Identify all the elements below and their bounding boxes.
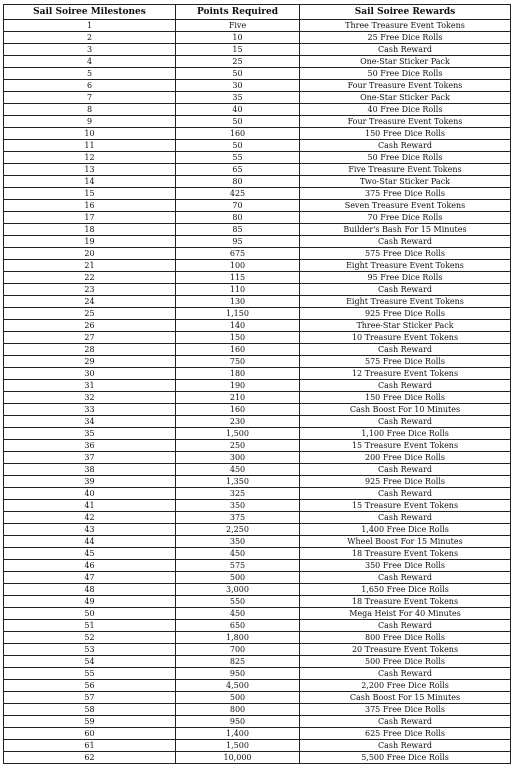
milestone-cell: 48 [4, 584, 176, 596]
reward-cell: 1,100 Free Dice Rolls [300, 428, 511, 440]
reward-cell: Five Treasure Event Tokens [300, 164, 511, 176]
reward-cell: 15 Treasure Event Tokens [300, 500, 511, 512]
milestone-cell: 10 [4, 128, 176, 140]
reward-cell: 925 Free Dice Rolls [300, 308, 511, 320]
table-row [4, 140, 511, 152]
milestone-cell: 46 [4, 560, 176, 572]
table-row [4, 548, 511, 560]
points-cell: 550 [176, 596, 300, 608]
table-row [4, 44, 511, 56]
points-cell: 3,000 [176, 584, 300, 596]
points-cell: 80 [176, 212, 300, 224]
points-cell: 110 [176, 284, 300, 296]
milestone-cell: 40 [4, 488, 176, 500]
milestone-cell: 16 [4, 200, 176, 212]
points-cell: 190 [176, 380, 300, 392]
milestone-cell: 49 [4, 596, 176, 608]
reward-cell: Four Treasure Event Tokens [300, 116, 511, 128]
table-row [4, 512, 511, 524]
milestone-cell: 9 [4, 116, 176, 128]
milestone-cell: 61 [4, 740, 176, 752]
milestone-cell: 34 [4, 416, 176, 428]
milestone-cell: 41 [4, 500, 176, 512]
reward-cell: 800 Free Dice Rolls [300, 632, 511, 644]
table-row [4, 320, 511, 332]
milestone-cell: 37 [4, 452, 176, 464]
table-row [4, 584, 511, 596]
milestone-cell: 30 [4, 368, 176, 380]
reward-cell: Mega Heist For 40 Minutes [300, 608, 511, 620]
table-row [4, 248, 511, 260]
points-cell: 1,350 [176, 476, 300, 488]
milestone-cell: 1 [4, 20, 176, 32]
milestone-cell: 42 [4, 512, 176, 524]
reward-cell: Cash Reward [300, 44, 511, 56]
points-cell: 25 [176, 56, 300, 68]
header-milestones: Sail Soiree Milestones [4, 5, 176, 20]
table-row [4, 224, 511, 236]
milestone-cell: 28 [4, 344, 176, 356]
table-row [4, 164, 511, 176]
milestone-cell: 21 [4, 260, 176, 272]
points-cell: 500 [176, 572, 300, 584]
milestone-cell: 33 [4, 404, 176, 416]
table-row [4, 704, 511, 716]
points-cell: 300 [176, 452, 300, 464]
reward-cell: 1,650 Free Dice Rolls [300, 584, 511, 596]
milestone-cell: 26 [4, 320, 176, 332]
points-cell: Five [176, 20, 300, 32]
points-cell: 375 [176, 512, 300, 524]
milestone-cell: 51 [4, 620, 176, 632]
milestone-cell: 7 [4, 92, 176, 104]
milestone-cell: 8 [4, 104, 176, 116]
reward-cell: Eight Treasure Event Tokens [300, 260, 511, 272]
table-row [4, 152, 511, 164]
reward-cell: Cash Reward [300, 572, 511, 584]
table-row [4, 212, 511, 224]
reward-cell: Three Treasure Event Tokens [300, 20, 511, 32]
milestone-cell: 15 [4, 188, 176, 200]
reward-cell: Cash Reward [300, 464, 511, 476]
table-row [4, 572, 511, 584]
milestone-cell: 31 [4, 380, 176, 392]
milestone-cell: 45 [4, 548, 176, 560]
milestone-cell: 23 [4, 284, 176, 296]
reward-cell: 150 Free Dice Rolls [300, 392, 511, 404]
points-cell: 50 [176, 68, 300, 80]
reward-cell: Cash Reward [300, 416, 511, 428]
table-row [4, 308, 511, 320]
table-row [4, 524, 511, 536]
table-row [4, 716, 511, 728]
reward-cell: 1,400 Free Dice Rolls [300, 524, 511, 536]
reward-cell: Cash Reward [300, 668, 511, 680]
reward-cell: 95 Free Dice Rolls [300, 272, 511, 284]
reward-cell: Cash Reward [300, 140, 511, 152]
reward-cell: 5,500 Free Dice Rolls [300, 752, 511, 764]
table-row [4, 632, 511, 644]
table-row [4, 188, 511, 200]
reward-cell: Three-Star Sticker Pack [300, 320, 511, 332]
reward-cell: Two-Star Sticker Pack [300, 176, 511, 188]
milestone-cell: 59 [4, 716, 176, 728]
milestones-table [3, 4, 511, 764]
milestone-cell: 53 [4, 644, 176, 656]
reward-cell: 2,200 Free Dice Rolls [300, 680, 511, 692]
table-row [4, 596, 511, 608]
points-cell: 350 [176, 500, 300, 512]
table-body [4, 20, 511, 764]
table-row [4, 92, 511, 104]
points-cell: 1,150 [176, 308, 300, 320]
reward-cell: 350 Free Dice Rolls [300, 560, 511, 572]
points-cell: 1,800 [176, 632, 300, 644]
table-row [4, 332, 511, 344]
milestone-cell: 62 [4, 752, 176, 764]
table-row [4, 104, 511, 116]
reward-cell: 50 Free Dice Rolls [300, 68, 511, 80]
table-row [4, 644, 511, 656]
table-row [4, 464, 511, 476]
points-cell: 100 [176, 260, 300, 272]
reward-cell: Cash Reward [300, 284, 511, 296]
reward-cell: Wheel Boost For 15 Minutes [300, 536, 511, 548]
points-cell: 950 [176, 668, 300, 680]
table-row [4, 608, 511, 620]
reward-cell: Cash Reward [300, 512, 511, 524]
points-cell: 425 [176, 188, 300, 200]
reward-cell: Cash Reward [300, 716, 511, 728]
reward-cell: 575 Free Dice Rolls [300, 248, 511, 260]
milestone-cell: 17 [4, 212, 176, 224]
points-cell: 55 [176, 152, 300, 164]
reward-cell: Builder's Bash For 15 Minutes [300, 224, 511, 236]
points-cell: 325 [176, 488, 300, 500]
milestone-cell: 36 [4, 440, 176, 452]
table-row [4, 560, 511, 572]
points-cell: 10 [176, 32, 300, 44]
table-row [4, 80, 511, 92]
milestone-cell: 4 [4, 56, 176, 68]
points-cell: 700 [176, 644, 300, 656]
table-row [4, 344, 511, 356]
points-cell: 450 [176, 608, 300, 620]
reward-cell: 500 Free Dice Rolls [300, 656, 511, 668]
table-row [4, 368, 511, 380]
reward-cell: Cash Reward [300, 344, 511, 356]
reward-cell: Cash Boost For 15 Minutes [300, 692, 511, 704]
reward-cell: Cash Reward [300, 620, 511, 632]
table-row [4, 200, 511, 212]
table-row [4, 728, 511, 740]
points-cell: 10,000 [176, 752, 300, 764]
milestone-cell: 12 [4, 152, 176, 164]
points-cell: 180 [176, 368, 300, 380]
points-cell: 800 [176, 704, 300, 716]
milestone-cell: 55 [4, 668, 176, 680]
points-cell: 825 [176, 656, 300, 668]
points-cell: 500 [176, 692, 300, 704]
points-cell: 1,500 [176, 428, 300, 440]
reward-cell: One-Star Sticker Pack [300, 92, 511, 104]
milestone-cell: 43 [4, 524, 176, 536]
table-row [4, 680, 511, 692]
table-row [4, 428, 511, 440]
table-row [4, 620, 511, 632]
points-cell: 95 [176, 236, 300, 248]
points-cell: 1,400 [176, 728, 300, 740]
milestone-cell: 6 [4, 80, 176, 92]
points-cell: 210 [176, 392, 300, 404]
table-row [4, 536, 511, 548]
table-row [4, 752, 511, 764]
reward-cell: 575 Free Dice Rolls [300, 356, 511, 368]
reward-cell: 18 Treasure Event Tokens [300, 548, 511, 560]
points-cell: 750 [176, 356, 300, 368]
milestone-cell: 52 [4, 632, 176, 644]
points-cell: 50 [176, 116, 300, 128]
table-row [4, 68, 511, 80]
points-cell: 160 [176, 344, 300, 356]
table-row [4, 692, 511, 704]
reward-cell: 12 Treasure Event Tokens [300, 368, 511, 380]
milestone-cell: 29 [4, 356, 176, 368]
reward-cell: Eight Treasure Event Tokens [300, 296, 511, 308]
points-cell: 40 [176, 104, 300, 116]
table-row [4, 488, 511, 500]
table-row [4, 236, 511, 248]
table-row [4, 20, 511, 32]
points-cell: 150 [176, 332, 300, 344]
points-cell: 70 [176, 200, 300, 212]
points-cell: 450 [176, 548, 300, 560]
milestone-cell: 22 [4, 272, 176, 284]
milestone-cell: 47 [4, 572, 176, 584]
points-cell: 35 [176, 92, 300, 104]
table-row [4, 32, 511, 44]
points-cell: 140 [176, 320, 300, 332]
points-cell: 230 [176, 416, 300, 428]
reward-cell: Four Treasure Event Tokens [300, 80, 511, 92]
reward-cell: 50 Free Dice Rolls [300, 152, 511, 164]
points-cell: 350 [176, 536, 300, 548]
table-row [4, 476, 511, 488]
points-cell: 130 [176, 296, 300, 308]
reward-cell: 375 Free Dice Rolls [300, 704, 511, 716]
points-cell: 2,250 [176, 524, 300, 536]
points-cell: 65 [176, 164, 300, 176]
points-cell: 650 [176, 620, 300, 632]
reward-cell: 10 Treasure Event Tokens [300, 332, 511, 344]
milestone-cell: 20 [4, 248, 176, 260]
table-row [4, 176, 511, 188]
reward-cell: 200 Free Dice Rolls [300, 452, 511, 464]
table-row [4, 404, 511, 416]
reward-cell: 18 Treasure Event Tokens [300, 596, 511, 608]
reward-cell: 70 Free Dice Rolls [300, 212, 511, 224]
milestone-cell: 11 [4, 140, 176, 152]
points-cell: 80 [176, 176, 300, 188]
milestone-cell: 5 [4, 68, 176, 80]
table-row [4, 440, 511, 452]
milestone-cell: 14 [4, 176, 176, 188]
points-cell: 250 [176, 440, 300, 452]
milestone-cell: 3 [4, 44, 176, 56]
table-row [4, 452, 511, 464]
table-row [4, 668, 511, 680]
table-row [4, 284, 511, 296]
points-cell: 160 [176, 404, 300, 416]
reward-cell: 925 Free Dice Rolls [300, 476, 511, 488]
table-row [4, 128, 511, 140]
points-cell: 85 [176, 224, 300, 236]
milestone-cell: 57 [4, 692, 176, 704]
table-row [4, 380, 511, 392]
points-cell: 50 [176, 140, 300, 152]
points-cell: 1,500 [176, 740, 300, 752]
milestone-cell: 18 [4, 224, 176, 236]
header-row [4, 5, 511, 20]
reward-cell: 15 Treasure Event Tokens [300, 440, 511, 452]
points-cell: 160 [176, 128, 300, 140]
table-row [4, 356, 511, 368]
milestone-cell: 27 [4, 332, 176, 344]
points-cell: 30 [176, 80, 300, 92]
reward-cell: 40 Free Dice Rolls [300, 104, 511, 116]
reward-cell: Cash Boost For 10 Minutes [300, 404, 511, 416]
milestone-cell: 35 [4, 428, 176, 440]
table-row [4, 656, 511, 668]
reward-cell: 375 Free Dice Rolls [300, 188, 511, 200]
points-cell: 450 [176, 464, 300, 476]
points-cell: 950 [176, 716, 300, 728]
table-row [4, 272, 511, 284]
reward-cell: 150 Free Dice Rolls [300, 128, 511, 140]
milestone-cell: 32 [4, 392, 176, 404]
header-rewards: Sail Soiree Rewards [300, 5, 511, 20]
table-row [4, 392, 511, 404]
milestone-cell: 13 [4, 164, 176, 176]
milestone-cell: 24 [4, 296, 176, 308]
milestone-cell: 2 [4, 32, 176, 44]
table-row [4, 500, 511, 512]
table-row [4, 416, 511, 428]
milestone-cell: 39 [4, 476, 176, 488]
points-cell: 115 [176, 272, 300, 284]
milestone-cell: 25 [4, 308, 176, 320]
reward-cell: 625 Free Dice Rolls [300, 728, 511, 740]
milestone-cell: 44 [4, 536, 176, 548]
reward-cell: Seven Treasure Event Tokens [300, 200, 511, 212]
points-cell: 15 [176, 44, 300, 56]
milestone-cell: 54 [4, 656, 176, 668]
reward-cell: Cash Reward [300, 740, 511, 752]
milestone-cell: 19 [4, 236, 176, 248]
reward-cell: Cash Reward [300, 380, 511, 392]
milestone-cell: 58 [4, 704, 176, 716]
table-row [4, 116, 511, 128]
reward-cell: Cash Reward [300, 488, 511, 500]
points-cell: 4,500 [176, 680, 300, 692]
milestone-cell: 50 [4, 608, 176, 620]
reward-cell: 25 Free Dice Rolls [300, 32, 511, 44]
points-cell: 675 [176, 248, 300, 260]
reward-cell: One-Star Sticker Pack [300, 56, 511, 68]
table-row [4, 56, 511, 68]
milestone-cell: 56 [4, 680, 176, 692]
points-cell: 575 [176, 560, 300, 572]
milestone-cell: 38 [4, 464, 176, 476]
table-row [4, 296, 511, 308]
header-points: Points Required [176, 5, 300, 20]
milestone-cell: 60 [4, 728, 176, 740]
table-row [4, 740, 511, 752]
table-row [4, 260, 511, 272]
reward-cell: Cash Reward [300, 236, 511, 248]
reward-cell: 20 Treasure Event Tokens [300, 644, 511, 656]
